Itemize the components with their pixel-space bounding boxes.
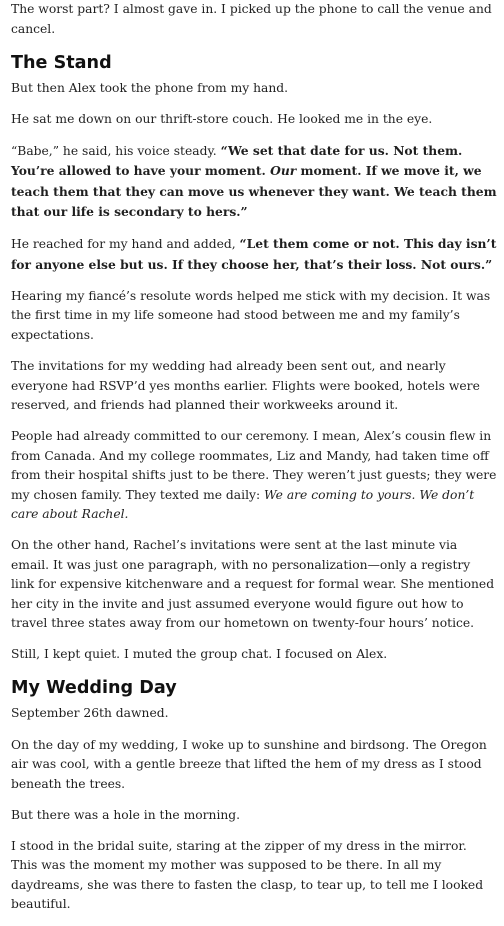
- paragraph-babe-quote: [11, 141, 497, 223]
- paragraph-committed: [11, 427, 497, 525]
- committed-text-quote: We are coming to yours. We don’t care about Rachel.: [11, 487, 475, 522]
- section-heading-the-stand: The Stand: [11, 52, 112, 73]
- paragraph-reached-hand: [11, 234, 497, 275]
- paragraph-bridal-suite: I stood in the bridal suite, staring at the zipper of my dress in the mirror. This was the moment my mother was supposed to be there. In all my daydreams, she was there to fasten the clasp, to tear up, to tell me I looked beautiful.: [11, 838, 484, 912]
- committed-text: People had already committed to our ceremony. I mean, Alex’s cousin flew in from Canada. And my college roommates, Liz and Mandy, had taken time off from their hospital shifts just to be there. They weren’t just guests; they were my chosen family. They texted me daily:: [11, 429, 497, 502]
- paragraph-sunshine: On the day of my wedding, I woke up to sunshine and birdsong. The Oregon air was cool, with a gentle breeze that lifted the hem of my dress as I stood beneath the trees.: [11, 737, 487, 791]
- paragraph-couch: He sat me down on our thrift-store couch. He looked me in the eye.: [11, 111, 433, 126]
- babe-quote-emphasis: Our: [270, 163, 297, 179]
- babe-quote-bold: “We set that date for us. Not them. You’re allowed to have your moment. Our moment. If we move it, we teach them that they can move us whenever they want. We teach them that our life is secondary to hers.”: [11, 142, 497, 220]
- paragraph-invitations: The invitations for my wedding had already been sent out, and nearly everyone had RSVP’d yes months earlier. Flights were booked, hotels were reserved, and friends had planned their workweeks around it.: [11, 359, 480, 413]
- babe-quote-lead: “Babe,” he said, his voice steady.: [11, 143, 221, 158]
- paragraph-date: September 26th dawned.: [11, 706, 169, 721]
- article-body: [11, 0, 497, 926]
- paragraph-hole: But there was a hole in the morning.: [11, 807, 241, 822]
- reached-hand-quote: “Let them come or not. This day isn’t for anyone else but us. If they choose her, that’s their loss. Not ours.”: [11, 236, 497, 272]
- reached-hand-lead: He reached for my hand and added,: [11, 237, 240, 252]
- paragraph-intro: The worst part? I almost gave in. I picked up the phone to call the venue and cancel.: [11, 2, 492, 36]
- section-heading-wedding-day: My Wedding Day: [11, 678, 177, 699]
- paragraph-kept-quiet: Still, I kept quiet. I muted the group chat. I focused on Alex.: [11, 647, 388, 662]
- paragraph-resolute: Hearing my fiancé’s resolute words helped me stick with my decision. It was the first time in my life someone had stood between me and my family’s expectations.: [11, 288, 491, 342]
- paragraph-rachel-invites: On the other hand, Rachel’s invitations were sent at the last minute via email. It was just one paragraph, with no personalization—only a registry link for expensive kitchenware and a request for formal wear. She mentioned her city in the invite and just assumed everyone would figure out how to travel three states away from our hometown on twenty-four hours’ notice.: [11, 538, 495, 631]
- paragraph-alex-phone: But then Alex took the phone from my hand.: [11, 80, 289, 95]
